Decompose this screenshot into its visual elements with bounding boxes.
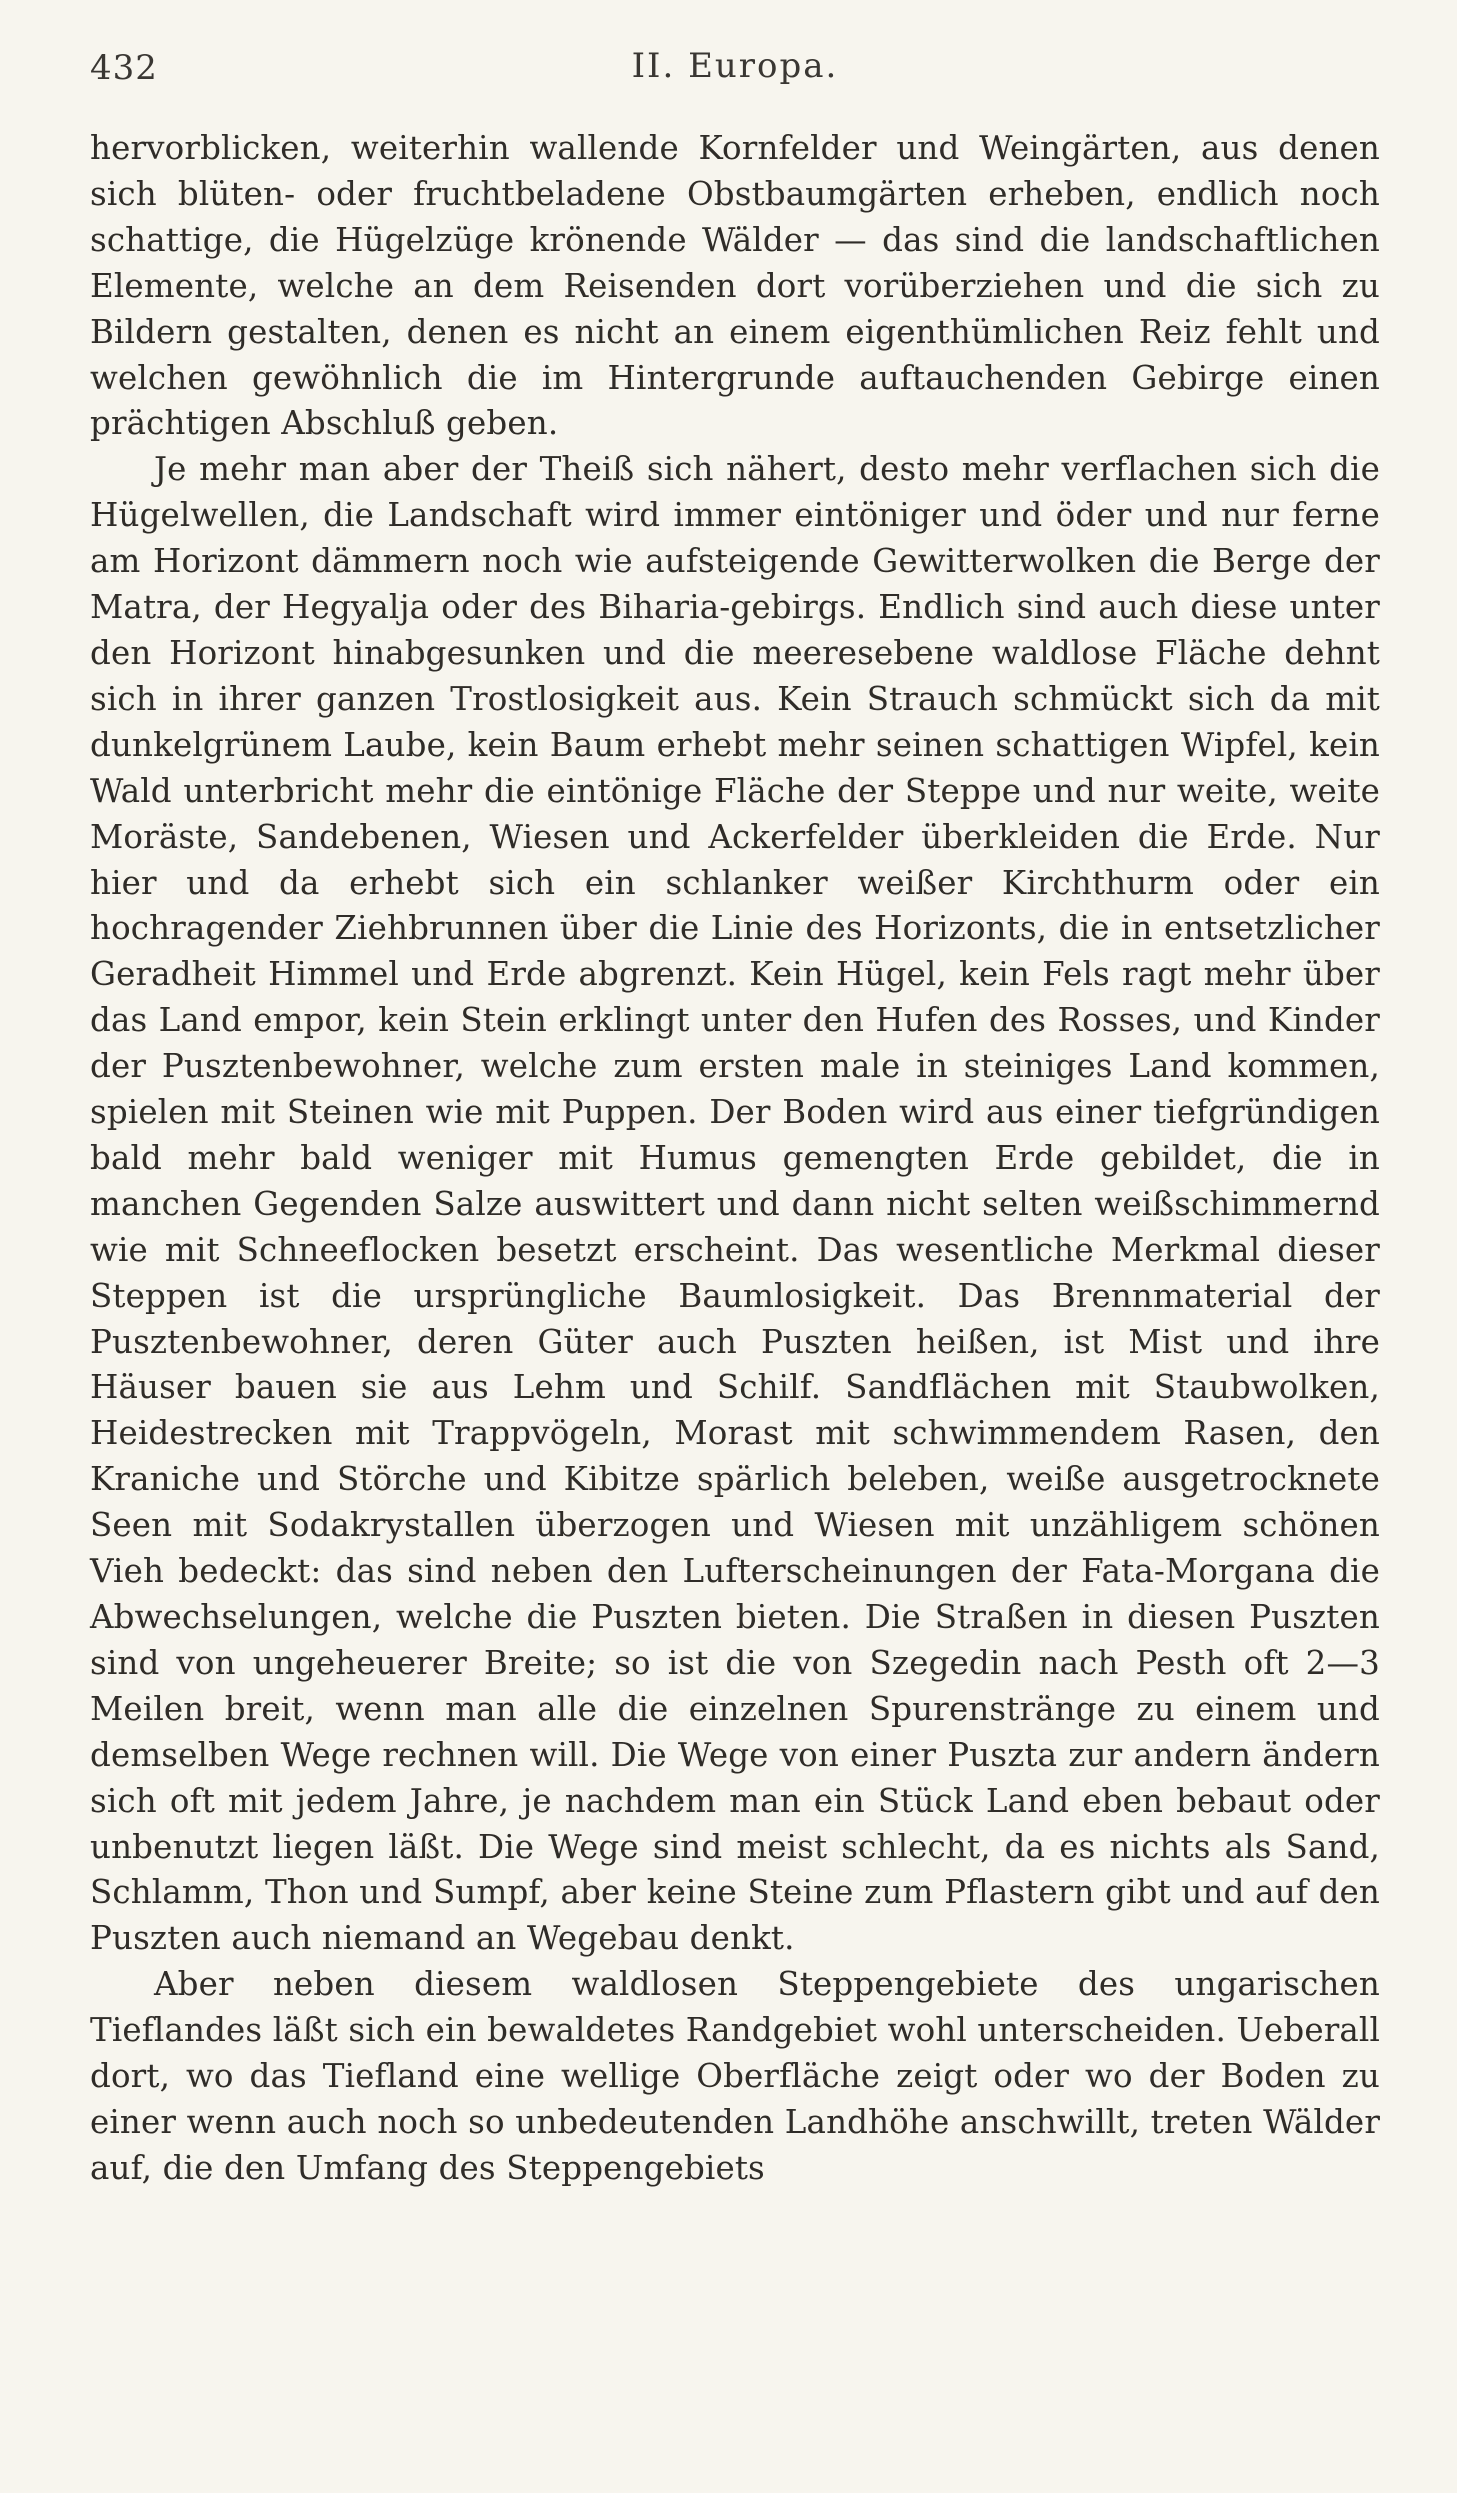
book-page	[90, 40, 1380, 2460]
page-number: 432	[90, 48, 158, 88]
paragraph-continuation: hervorblicken, weiterhin wallende Kornfelder und Weingärten, aus denen sich blüten- oder fruchtbeladene Obstbaumgärten erheben, endlich noch schattige, die Hügelzüge krönende Wälder — das sind die landschaftlichen Elemente, welche an dem Reisenden dort vorüberziehen und die sich zu Bildern gestalten, denen es nicht an einem eigenthümlichen Reiz fehlt und welchen gewöhnlich die im Hintergrunde auftauchenden Gebirge einen prächtigen Abschluß geben.	[90, 129, 1380, 443]
running-head	[90, 40, 1380, 98]
paragraph-woodland-border: Aber neben diesem waldlosen Steppengebiete des ungarischen Tieflandes läßt sich ein bewaldetes Randgebiet wohl unterscheiden. Ueberall dort, wo das Tiefland eine wellige Oberfläche zeigt oder wo der Boden zu einer wenn auch noch so unbedeutenden Landhöhe anschwillt, treten Wälder auf, die den Umfang des Steppengebiets	[90, 1965, 1380, 2187]
section-title: II. Europa.	[631, 46, 839, 86]
body-text	[90, 126, 1380, 2192]
paragraph-steppe: Je mehr man aber der Theiß sich nähert, desto mehr verflachen sich die Hügelwellen, die Landschaft wird immer eintöniger und öder und nur ferne am Horizont dämmern noch wie aufsteigende Gewitterwolken die Berge der Matra, der Hegyalja oder des Biharia-gebirgs. Endlich sind auch diese unter den Horizont hinabgesunken und die meeresebene waldlose Fläche dehnt sich in ihrer ganzen Trostlosigkeit aus. Kein Strauch schmückt sich da mit dunkelgrünem Laube, kein Baum erhebt mehr seinen schattigen Wipfel, kein Wald unterbricht mehr die eintönige Fläche der Steppe und nur weite, weite Moräste, Sandebenen, Wiesen und Ackerfelder überkleiden die Erde. Nur hier und da erhebt sich ein schlanker weißer Kirchthurm oder ein hochragender Ziehbrunnen über die Linie des Horizonts, die in entsetzlicher Geradheit Himmel und Erde abgrenzt. Kein Hügel, kein Fels ragt mehr über das Land empor, kein Stein erklingt unter den Hufen des Rosses, und Kinder der Pusztenbewohner, welche zum ersten male in steiniges Land kommen, spielen mit Steinen wie mit Puppen. Der Boden wird aus einer tiefgründigen bald mehr bald weniger mit Humus gemengten Erde gebildet, die in manchen Gegenden Salze auswittert und dann nicht selten weißschimmernd wie mit Schneeflocken besetzt erscheint. Das wesentliche Merkmal dieser Steppen ist die ursprüngliche Baumlosigkeit. Das Brennmaterial der Pusztenbewohner, deren Güter auch Puszten heißen, ist Mist und ihre Häuser bauen sie aus Lehm und Schilf. Sandflächen mit Staubwolken, Heidestrecken mit Trappvögeln, Morast mit schwimmendem Rasen, den Kraniche und Störche und Kibitze spärlich beleben, weiße ausgetrocknete Seen mit Sodakrystallen überzogen und Wiesen mit unzähligem schönen Vieh bedeckt: das sind neben den Lufterscheinungen der Fata-Morgana die Abwechselungen, welche die Puszten bieten. Die Straßen in diesen Puszten sind von ungeheuerer Breite; so ist die von Szegedin nach Pesth oft 2—3 Meilen breit, wenn man alle die einzelnen Spurenstränge zu einem und demselben Wege rechnen will. Die Wege von einer Puszta zur andern ändern sich oft mit jedem Jahre, je nachdem man ein Stück Land eben bebaut oder unbenutzt liegen läßt. Die Wege sind meist schlecht, da es nichts als Sand, Schlamm, Thon und Sumpf, aber keine Steine zum Pflastern gibt und auf den Puszten auch niemand an Wegebau denkt.	[90, 450, 1380, 1958]
